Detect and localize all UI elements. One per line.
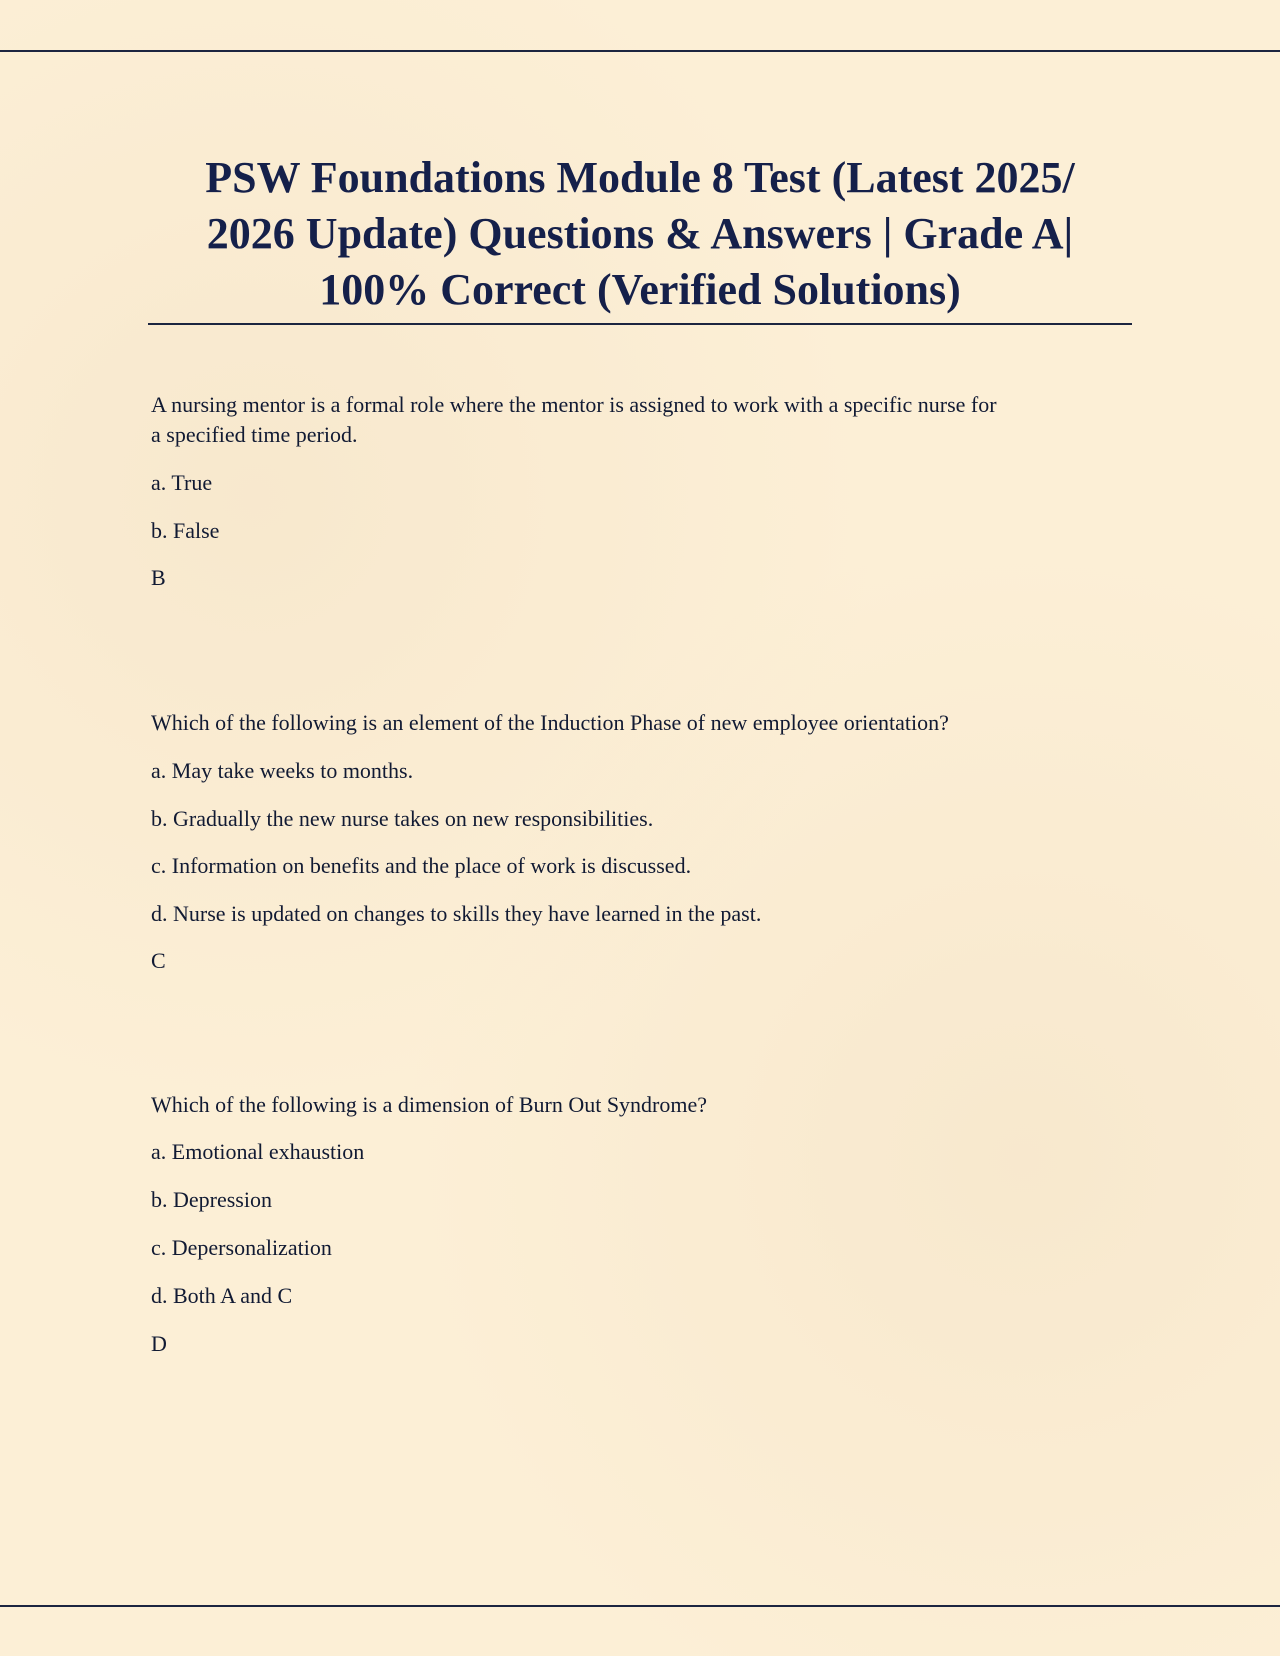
question-3: Which of the following is a dimension of Burn Out Syndrome? <box>151 1092 708 1117</box>
question-1: A nursing mentor is a formal role where the mentor is assigned to work with a specific nurse for <box>151 392 997 417</box>
question-2: Which of the following is an element of the Induction Phase of new employee orientation? <box>151 710 949 735</box>
answer: D <box>151 1331 167 1356</box>
option: c. Depersonalization <box>151 1235 332 1260</box>
title-line: 2026 Update) Questions & Answers | Grade A| <box>206 209 1074 258</box>
answer: B <box>151 565 166 590</box>
option: a. Emotional exhaustion <box>151 1139 365 1164</box>
question-1: a specified time period. <box>151 422 358 447</box>
option: a. May take weeks to months. <box>151 758 414 783</box>
top-rule <box>0 50 1280 52</box>
option: d. Both A and C <box>151 1283 293 1308</box>
option: b. Depression <box>151 1187 272 1212</box>
option: c. Information on benefits and the place of work is discussed. <box>151 853 692 878</box>
option: a. True <box>151 470 213 495</box>
title-line: 100% Correct (Verified Solutions) <box>319 265 961 314</box>
answer: C <box>151 948 166 973</box>
title-line: PSW Foundations Module 8 Test (Latest 2025/ <box>205 153 1075 202</box>
document-title <box>148 150 1132 318</box>
bottom-rule <box>0 1605 1280 1607</box>
option: d. Nurse is updated on changes to skills they have learned in the past. <box>151 901 762 926</box>
title-underline <box>148 323 1132 325</box>
option: b. False <box>151 518 220 543</box>
option: b. Gradually the new nurse takes on new responsibilities. <box>151 806 654 831</box>
